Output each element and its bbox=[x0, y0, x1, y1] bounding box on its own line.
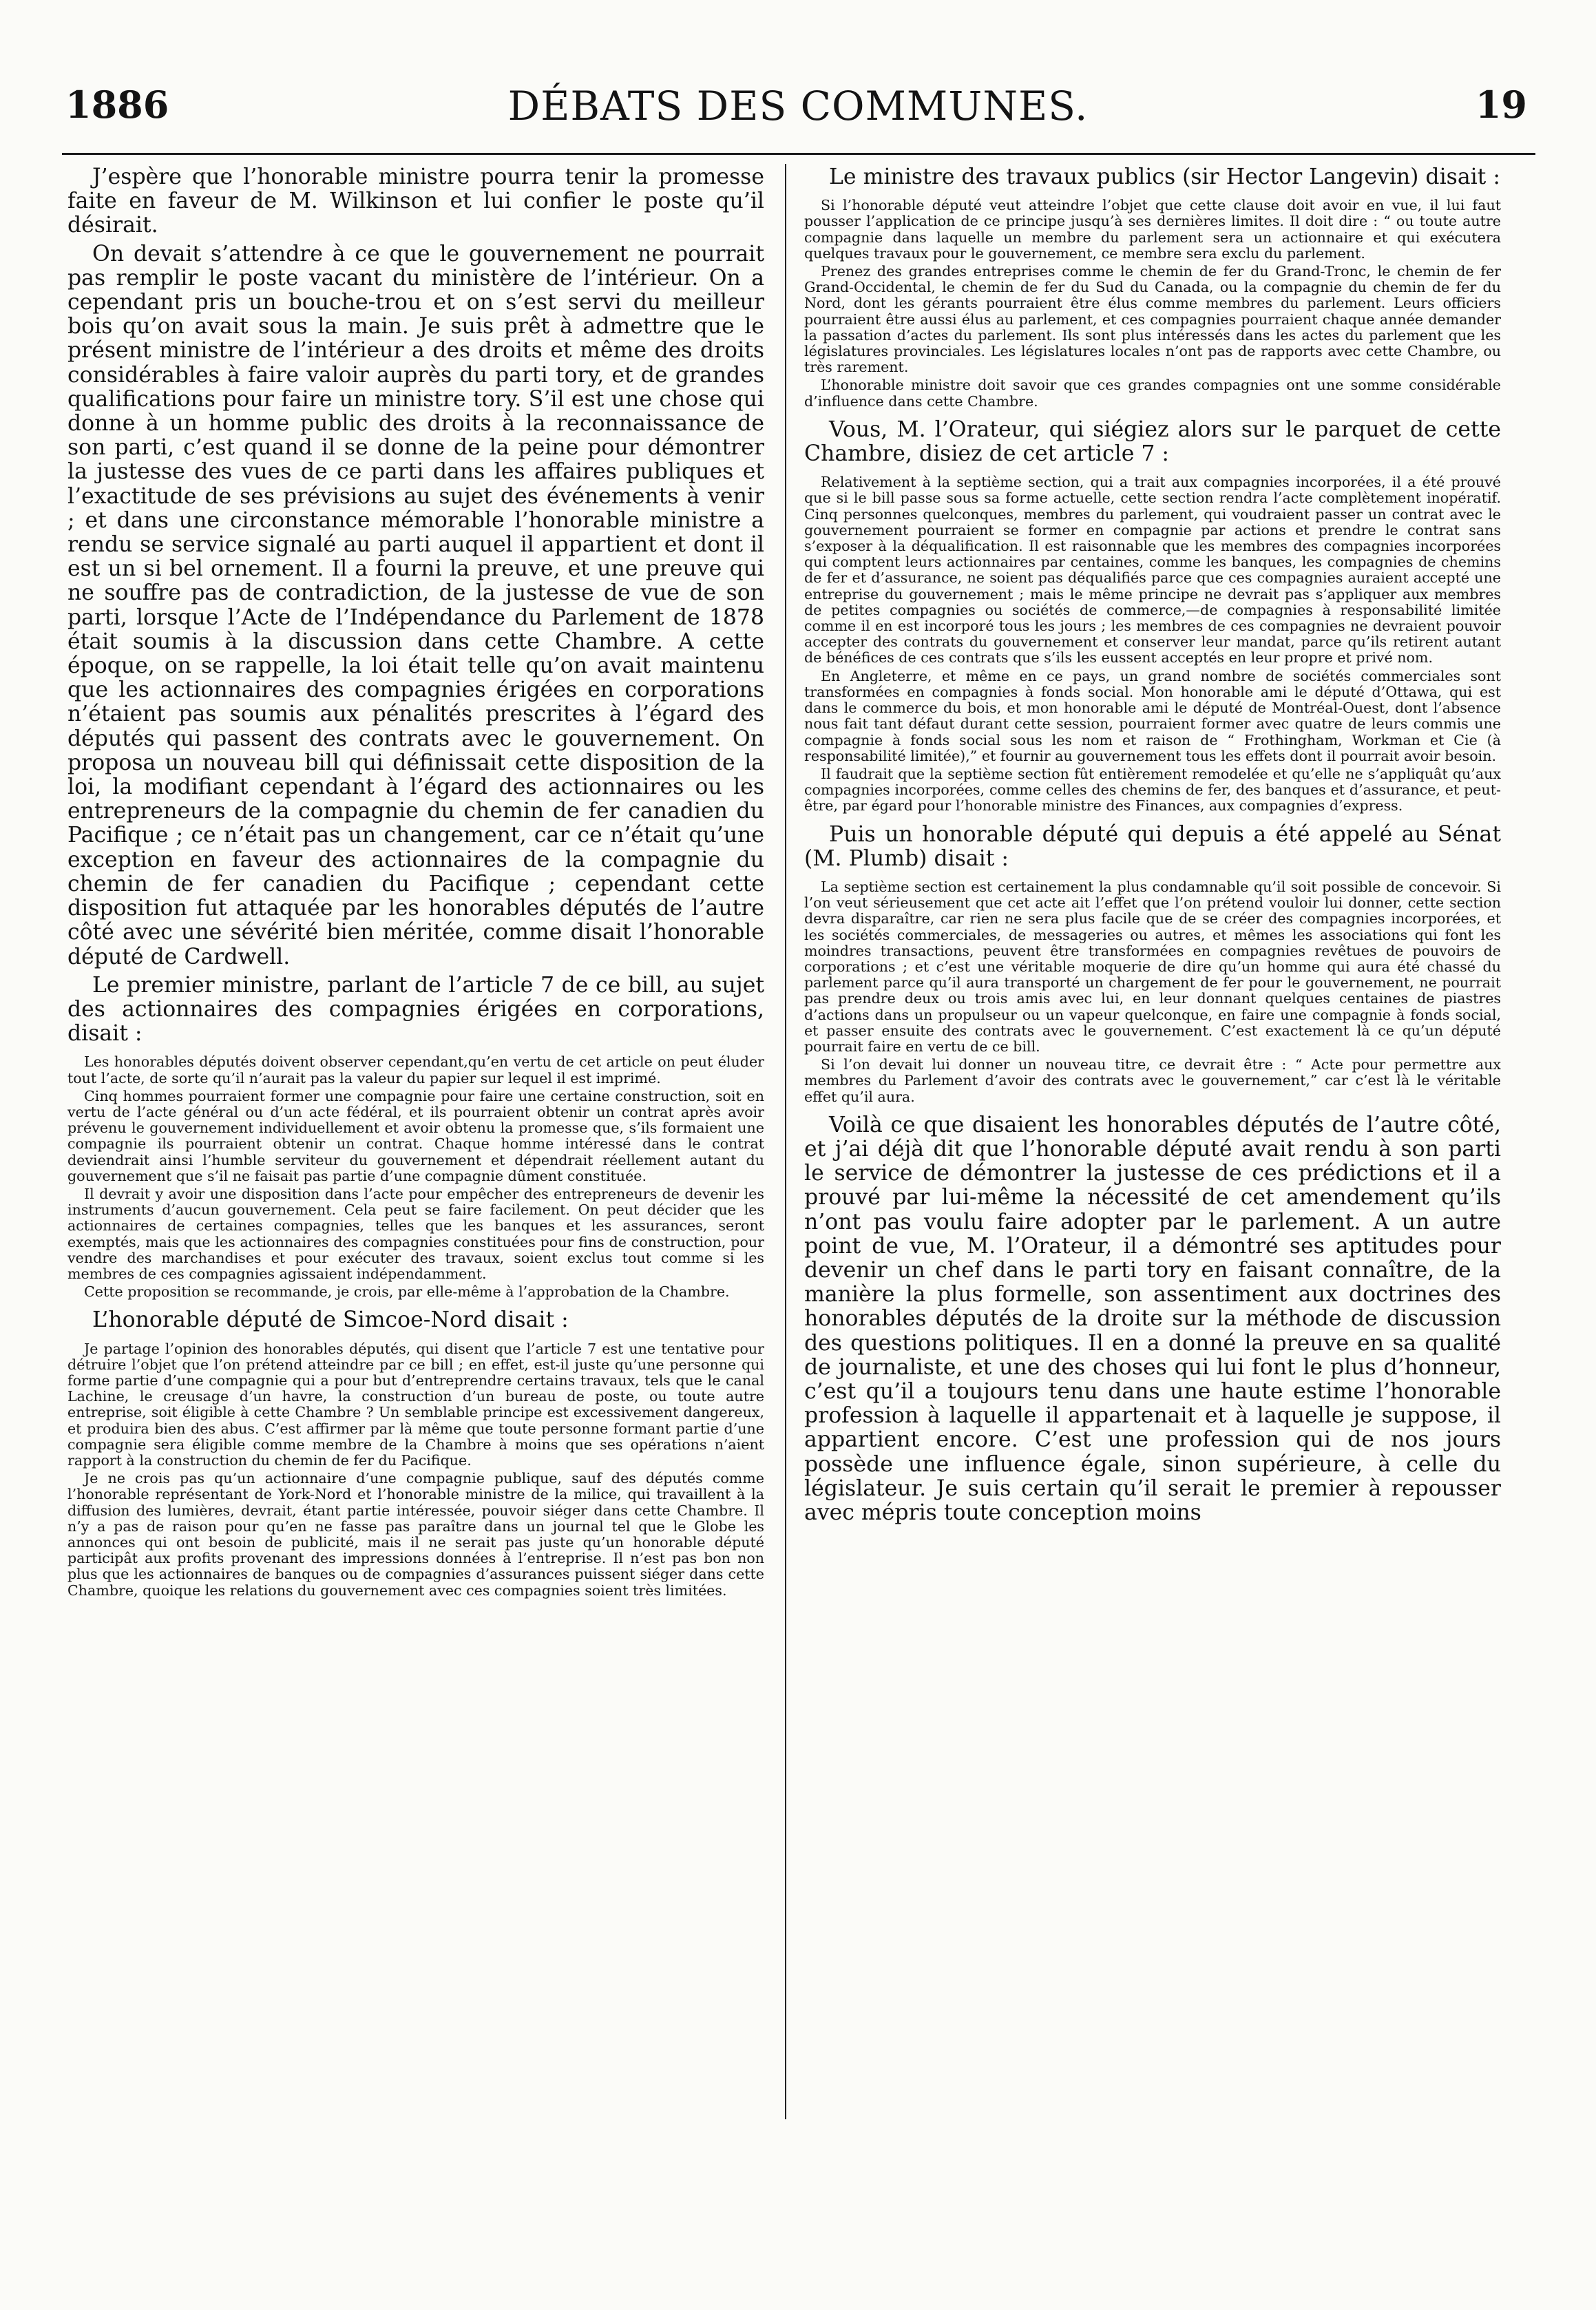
quoted-paragraph: Si l’honorable député veut atteindre l’objet que cette clause doit avoir en vue, il lui faut pousser l’application de ce principe jusqu’à ses dernières limites. Il doit dire : “ ou toute autre compagnie dans laquelle un membre du parlement sera un actionnaire et qui exécutera quelques travaux pour le gouvernement, ce membre sera exclu du parlement. bbox=[804, 197, 1501, 262]
column-separator bbox=[785, 164, 786, 2119]
quoted-paragraph: Il faudrait que la septième section fût entièrement remodelée et qu’elle ne s’appliquât qu’aux compagnies incorporées, comme celles des chemins de fer, des banques et d’assurance, et peut-être, par égard pour l’honorable ministre des Finances, aux compagnies d’express. bbox=[804, 765, 1501, 815]
right-column bbox=[804, 165, 1501, 2272]
header-year: 1886 bbox=[65, 83, 169, 127]
quoted-paragraph: Je partage l’opinion des honorables députés, qui disent que l’article 7 est une tentative pour détruire l’objet que l’on prétend atteindre par ce bill ; en effet, est-il juste qu’une personne qui forme partie d’une compagnie qui a pour but d’entreprendre certains travaux, tels que le canal Lachine, le creusage d’un havre, la construction d’un bureau de poste, ou toute autre entreprise, soit éligible à cette Chambre ? Un semblable principe est excessivement dangereux, et produira bien des abus. C’est affirmer par là même que toute personne formant partie d’une compagnie sera éligible comme membre de la Chambre à moins que ses opérations n’aient rapport à la construction du chemin de fer du Pacifique. bbox=[67, 1340, 764, 1469]
left-column bbox=[67, 165, 764, 2272]
quoted-paragraph: Je ne crois pas qu’un actionnaire d’une compagnie publique, sauf des députés comme l’honorable représentant de York-Nord et l’honorable ministre de la milice, qui travaillent à la diffusion des lumières, devrait, étant partie intéressée, pouvoir siéger dans cette Chambre. Il n’y a pas de raison pour qu’en ne fasse pas paraître dans un journal tel que le Globe les annonces qui ont besoin de publicité, mais il ne serait pas juste qu’un honorable député participât aux profits provenant des impressions données à l’entreprise. Il n’est pas bon non plus que les actionnaires de banques ou de compagnies d’assurances puissent siéger dans cette Chambre, quoique les relations du gouvernement avec ces compagnies soient très limitées. bbox=[67, 1470, 764, 1599]
body-paragraph: Vous, M. l’Orateur, qui siégiez alors sur le parquet de cette Chambre, disiez de cet article 7 : bbox=[804, 417, 1501, 467]
body-paragraph: L’honorable député de Simcoe-Nord disait : bbox=[92, 1308, 569, 1333]
body-paragraph: Puis un honorable député qui depuis a été appelé au Sénat (M. Plumb) disait : bbox=[804, 821, 1501, 871]
quoted-paragraph: En Angleterre, et même en ce pays, un grand nombre de sociétés commerciales sont transformées en compagnies à fonds social. Mon honorable ami le député d’Ottawa, qui est dans le commerce du bois, et mon honorable ami le député de Montréal-Ouest, dont l’absence nous fait tant défaut durant cette session, pourraient former avec quatre de leurs commis une compagnie à fonds social sous les nom et raison de “ Frothingham, Workman et Cie (à responsabilité limitée),” et fournir au gouvernement tous les effets dont il pourrait avoir besoin. bbox=[804, 667, 1501, 764]
quoted-paragraph: L’honorable ministre doit savoir que ces grandes compagnies ont une somme considérable d’influence dans cette Chambre. bbox=[804, 377, 1501, 410]
quoted-paragraph: La septième section est certainement la plus condamnable qu’il soit possible de concevoir. Si l’on veut sérieusement que cet acte ait l’effet que l’on prétend vouloir lui donner, cette section devra disparaître, car rien ne sera plus facile que de se créer des compagnies incorporées, et les sociétés commerciales, de messageries ou autres, et mêmes les associations qui font les moindres transactions, peuvent être transformées en compagnies revêtues de pouvoirs de corporations ; et c’est une véritable moquerie de dire qu’un homme qui aura été chassé du parlement parce qu’il aura transporté un chargement de fer pour le gouvernement, ne pourrait pas prendre deux ou trois amis avec lui, en leur donnant quelques centaines de piastres d’actions dans un propulseur ou un vapeur quelconque, en faire une compagnie à fonds social, et passer ensuite des contrats avec le gouvernement. C’est exactement là ce qu’un député pourrait faire en vertu de ce bill. bbox=[804, 878, 1501, 1055]
quoted-paragraph: Prenez des grandes entreprises comme le chemin de fer du Grand-Tronc, le chemin de fer Grand-Occidental, le chemin de fer du Sud du Canada, ou la compagnie du chemin de fer du Nord, dont les gérants pourraient être élus comme membres du parlement. Leurs officiers pourraient être aussi élus au parlement, et ces compagnies pourraient chaque année demander la passation d’actes du parlement. Ils sont plus intéressés dans les actes du parlement que les législatures provinciales. Les législatures locales n’ont pas de rapports avec cette Chambre, ou très rarement. bbox=[804, 263, 1501, 376]
page-header bbox=[0, 0, 1596, 138]
quoted-paragraph: Les honorables députés doivent observer cependant,qu’en vertu de cet article on peut éluder tout l’acte, de sorte qu’il n’aurait pas la valeur du papier sur lequel il est imprimé. bbox=[67, 1053, 764, 1086]
quoted-paragraph: Si l’on devait lui donner un nouveau titre, ce devrait être : “ Acte pour permettre aux membres du Parlement d’avoir des contrats avec le gouvernement,” car c’est là le véritable effet qu’il aura. bbox=[804, 1056, 1501, 1105]
quoted-paragraph: Cinq hommes pourraient former une compagnie pour faire une certaine construction, soit en vertu de l’acte général ou d’un acte fédéral, et ils pourraient obtenir un contrat après avoir prévenu le gouvernement individuellement et avoir obtenu la promesse que, s’ils formaient une compagnie ils pourraient obtenir un contrat. Chaque homme intéressé dans le contrat deviendrait ainsi l’humble serviteur du gouvernement et dépendrait réellement autant du gouvernement que s’il ne faisait pas partie d’une compagnie dûment constituée. bbox=[67, 1087, 764, 1184]
header-rule bbox=[62, 153, 1535, 155]
body-paragraph: On devait s’attendre à ce que le gouvernement ne pourrait pas remplir le poste vacant du ministère de l’intérieur. On a cependant pris un bouche-trou et on s’est servi du meilleur bois qu’on avait sous la main. Je suis prêt à admettre que le présent ministre de l’intérieur a des droits et même des droits considérables à faire valoir auprès du parti tory, et de grandes qualifications pour faire un ministre tory. S’il est une chose qui donne à un homme public des droits à la reconnaissance de son parti, c’est quand il se donne de la peine pour démontrer la justesse des vues de ce parti dans les affaires publiques et l’exactitude de ses prévisions au sujet des événements à venir ; et dans une circonstance mémorable l’honorable ministre a rendu se service signalé au parti auquel il appartient et dont il est un si bel ornement. Il a fourni la preuve, et une preuve qui ne souffre pas de contradiction, de la justesse de vue de son parti, lorsque l’Acte de l’Indépendance du Parlement de 1878 était soumis à la discussion dans cette Chambre. A cette époque, on se rappelle, la loi était telle qu’on avait maintenu que les actionnaires des compagnies érigées en corporations n’étaient pas soumis aux pénalités prescrites à l’égard des députés qui passent des contrats avec le gouvernement. On proposa un nouveau bill qui définissait cette disposition de la loi, la modifiant cependant à l’égard des actionnaires ou les entrepreneurs de la compagnie du chemin de fer canadien du Pacifique ; ce n’était pas un changement, car ce n’était qu’une exception en faveur des actionnaires de la compagnie du chemin de fer canadien du Pacifique ; cependant cette disposition fut attaquée par les honorables députés de l’autre côté avec une sévérité bien méritée, comme disait l’honorable député de Cardwell. bbox=[67, 241, 764, 969]
quoted-paragraph: Cette proposition se recommande, je crois, par elle-même à l’approbation de la Chambre. bbox=[84, 1283, 730, 1301]
quoted-paragraph: Il devrait y avoir une disposition dans l’acte pour empêcher des entrepreneurs de devenir les instruments d’aucun gouvernement. Cela peut se faire facilement. On peut décider que les actionnaires de certaines compagnies, telles que les banques et les assurances, seront exemptés, mais que les actionnaires des compagnies constituées pour fins de construction, pour vendre des marchandises et pour exécuter des travaux, soient exclus tout comme si les membres de ces compagnies agissaient indépendamment. bbox=[67, 1185, 764, 1282]
body-paragraph: Le ministre des travaux publics (sir Hector Langevin) disait : bbox=[829, 165, 1500, 189]
body-paragraph: Le premier ministre, parlant de l’article 7 de ce bill, au sujet des actionnaires des compagnies érigées en corporations, disait : bbox=[67, 972, 764, 1047]
header-page-number: 19 bbox=[1475, 83, 1527, 127]
quoted-paragraph: Relativement à la septième section, qui a trait aux compagnies incorporées, il a été prouvé que si le bill passe sous sa forme actuelle, cette section rendra l’acte complètement inopératif. Cinq personnes quelconques, membres du parlement, qui voudraient passer un contrat avec le gouvernement pourraient se former en compagnie par actions et prendre le contrat sans s’exposer à la déqualification. Il est raisonnable que les membres des compagnies incorporées qui comptent leurs actionnaires par centaines, comme les banques, les compagnies de chemins de fer et d’assurance, ne soient pas déqualifiés parce que ces compagnies auraient accepté une entreprise du gouvernement ; mais le même principe ne devrait pas s’appliquer aux membres de petites compagnies ou sociétés de commerce,—de compagnies à responsabilité limitée comme il en est incorporé tous les jours ; les membres de ces compagnies ne devraient pouvoir accepter des contrats du gouvernement et conserver leur mandat, parce qu’ils retirent autant de bénéfices de ces contrats que s’ils les eussent acceptés en leur propre et privé nom. bbox=[804, 474, 1501, 666]
body-paragraph: J’espère que l’honorable ministre pourra tenir la promesse faite en faveur de M. Wilkinson et lui confier le poste qu’il désirait. bbox=[67, 165, 764, 238]
body-paragraph: Voilà ce que disaient les honorables députés de l’autre côté, et j’ai déjà dit que l’honorable député avait rendu à son parti le service de démontrer la justesse de ces prédictions et il a prouvé par lui-même la nécessité de cet amendement qu’ils n’ont pas voulu faire adopter par le parlement. A un autre point de vue, M. l’Orateur, il a démontré ses aptitudes pour devenir un chef dans le parti tory en faisant connaître, de la manière la plus formelle, son assentiment aux doctrines des honorables députés de la droite sur la méthode de discussion des questions politiques. Il en a donné la preuve en sa qualité de journaliste, et une des choses qui lui font le plus d’honneur, c’est qu’il a toujours tenu dans une haute estime l’honorable profession à laquelle il appartenait et à laquelle je suppose, il appartient encore. C’est une profession qui de nos jours possède une influence égale, sinon supérieure, à celle du législateur. Je suis certain qu’il serait le premier à repousser avec mépris toute conception moins bbox=[804, 1112, 1501, 1526]
header-title: DÉBATS DES COMMUNES. bbox=[507, 83, 1089, 129]
